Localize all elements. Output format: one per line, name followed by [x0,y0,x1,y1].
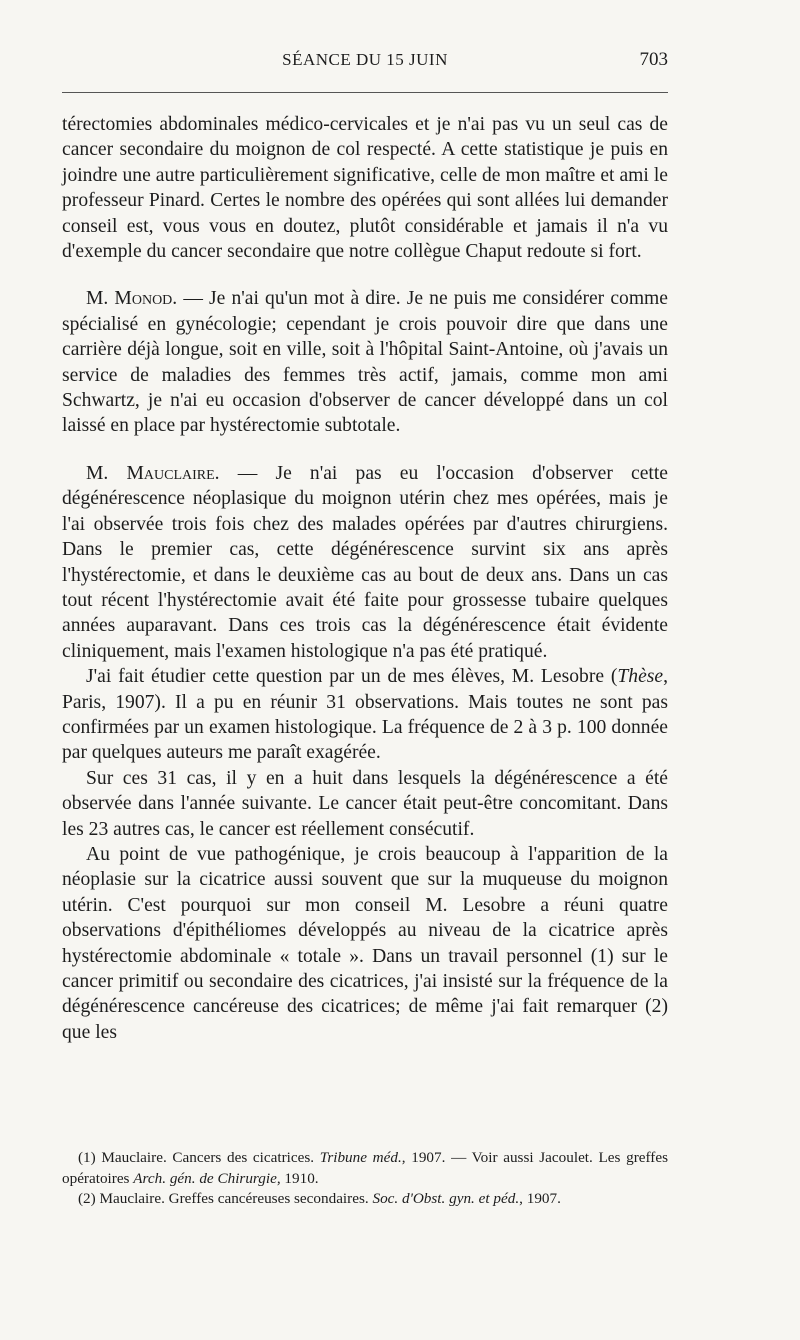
paragraph-mauclaire [62,461,668,664]
paragraph-text: — Je n'ai pas eu l'occasion d'observer cette dégénérescence néoplasique du moignon utérin chez mes opérées, mais je l'ai observée trois fois chez des malades opérées par d'autres chirurgiens. Dans le premier cas, cette dégénérescence survint six ans après l'hystérectomie, et dans le deuxième cas au bout de deux ans. Dans un cas tout récent l'hystérectomie avait été faite pour grossesse tubaire quelques années auparavant. Dans ces trois cas la dégénérescence était évidente cliniquement, mais l'examen histologique n'a pas été pratiqué. [62,462,668,662]
document-page [62,0,668,1340]
speaker-name: M. Monod. [86,288,178,310]
footnote-italic: Arch. gén. de Chirurgie [133,1169,277,1187]
paragraph-text: Sur ces 31 cas, il y en a huit dans lesquels la dégénérescence a été observée dans l'année suivante. Le cancer était peut-être concomitant. Dans les 23 autres cas, le cancer est réellement consécutif. [62,767,668,840]
paragraph-31-cas [62,766,668,842]
paragraph-text: , Paris, 1907). Il a pu en réunir 31 observations. Mais toutes ne sont pas confirmées par un examen histologique. La fréquence de 2 à 3 p. 100 donnée par quelques auteurs me paraît exagérée. [62,666,668,764]
footnote-italic: Soc. d'Obst. gyn. et péd. [372,1190,520,1207]
paragraph-monod [62,286,668,438]
footnote-2 [62,1189,668,1210]
paragraph-pathogenique [62,842,668,1045]
header-rule [62,92,668,93]
paragraph-text: J'ai fait étudier cette question par un de mes élèves, M. Lesobre ( [86,666,618,688]
footnote-text: (2) Mauclaire. Greffes cancéreuses secondaires. [78,1190,373,1207]
paragraph-text: — Je n'ai qu'un mot à dire. Je ne puis me considérer comme spécialisé en gynécologie; cependant je crois pouvoir dire que dans une carrière déjà longue, soit en ville, soit à l'hôpital Saint-Antoine, où j'avais un service de maladies des femmes très actif, jamais, comme mon ami Schwartz, je n'ai eu occasion d'observer de cancer développé dans un col laissé en place par hystérectomie subtotale. [62,288,668,437]
page-number: 703 [639,49,668,70]
speaker-name: M. Mauclaire. [86,462,220,484]
paragraph-lesobre [62,664,668,766]
italic-these: Thèse [617,666,664,688]
footnote-text: , 1910. [276,1169,319,1187]
footnotes [62,1148,668,1210]
body-text [62,112,668,1045]
footnote-text: (1) Mauclaire. Cancers des cicatrices. [78,1149,320,1166]
paragraph-continuation [62,112,668,264]
footnote-text: , 1907. — Voir aussi Jacoulet. Les greffes opératoires [62,1149,668,1187]
paragraph-text: Au point de vue pathogénique, je crois beaucoup à l'apparition de la néoplasie sur la cicatrice aussi souvent que sur la muqueuse du moignon utérin. C'est pourquoi sur mon conseil M. Lesobre a réuni quatre observations d'épithéliomes développés au niveau de la cicatrice après hystérectomie abdominale « totale ». Dans un travail personnel (1) sur le cancer primitif ou secondaire des cicatrices, j'ai insisté sur la fréquence de la dégénérescence cancéreuse des cicatrices; de même j'ai fait remarquer (2) que les [62,843,668,1043]
paragraph-text: térectomies abdominales médico-cervicales et je n'ai pas vu un seul cas de cancer secondaire du moignon de col respecté. A cette statistique je puis en joindre une autre particulièrement significative, celle de mon maître et ami le professeur Pinard. Certes le nombre des opérées qui sont allées lui demander conseil est, vous vous en doutez, plutôt considérable et jamais il n'a vu d'exemple du cancer secondaire que notre collègue Chaput redoute si fort. [62,114,668,263]
running-title: SÉANCE DU 15 JUIN [282,50,448,69]
running-header [62,50,668,80]
footnote-text: , 1907. [519,1190,561,1207]
footnote-italic: Tribune méd. [319,1149,402,1166]
footnote-1 [62,1148,668,1189]
